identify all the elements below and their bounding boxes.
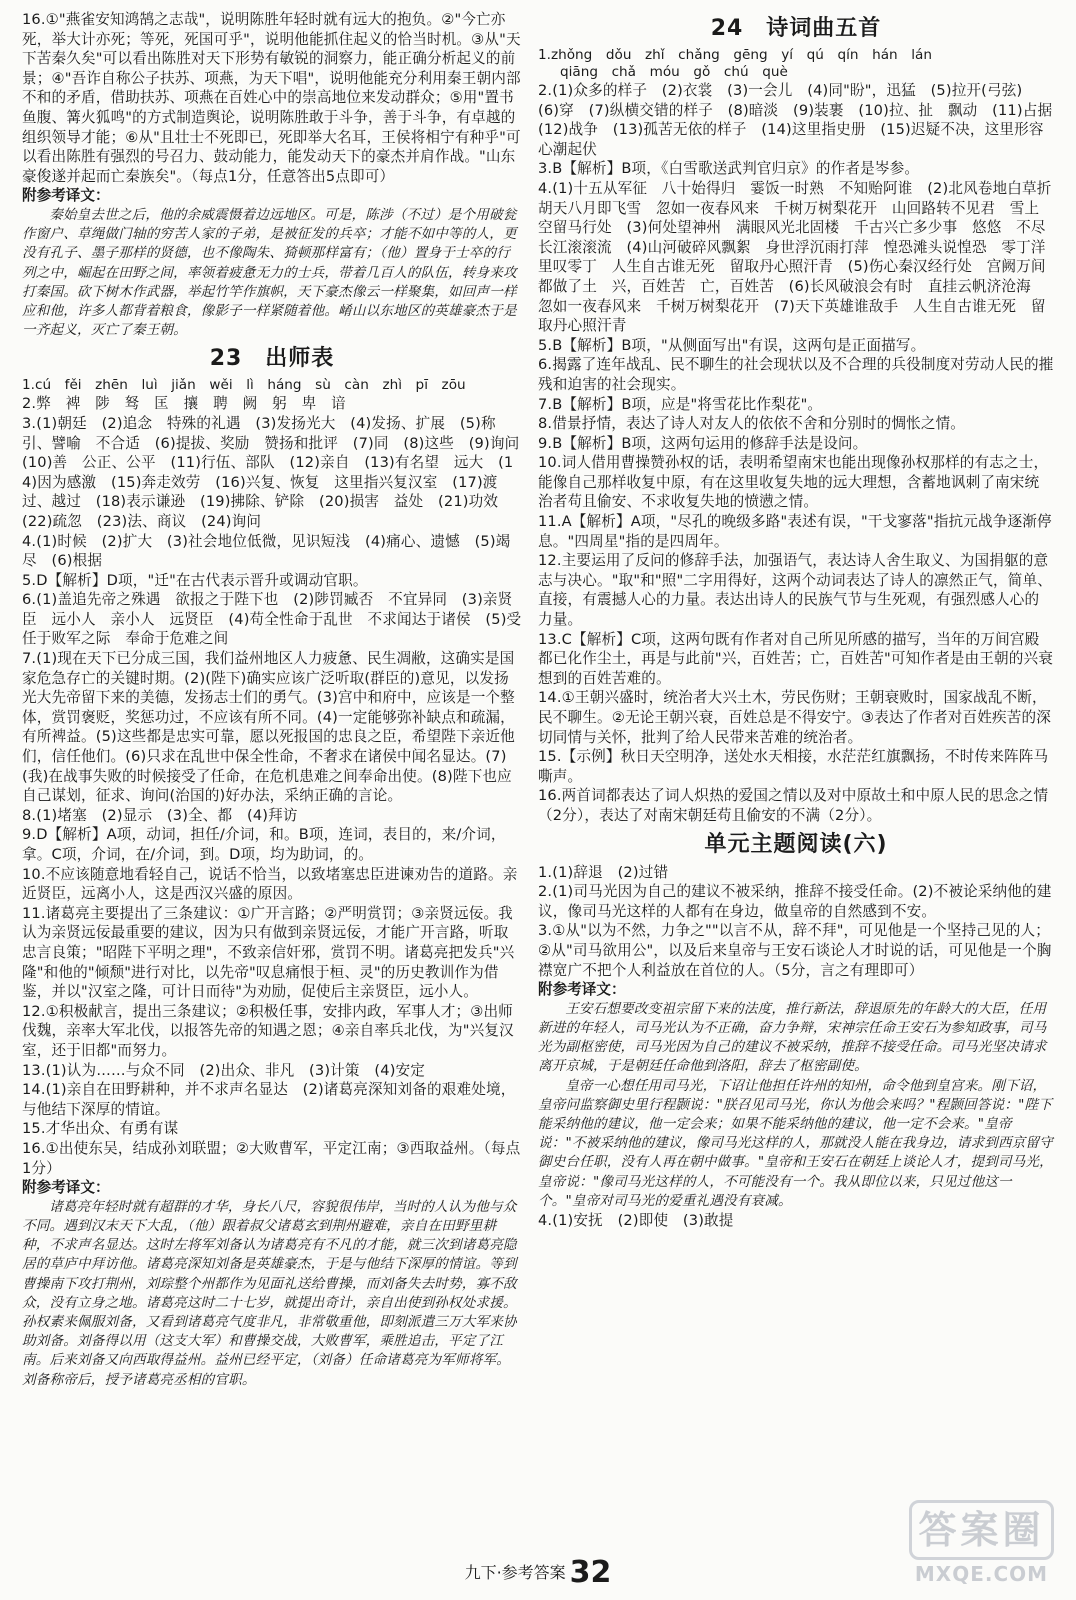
- left-column: [22, 10, 535, 1390]
- answer-15: 15.【示例】秋日天空明净，送处水天相接，水茫茫红旗飘扬，不时传来阵阵马嘶声。: [538, 748, 1049, 785]
- answer-4: 4.(1)安抚 (2)即使 (3)敢提: [538, 1211, 734, 1229]
- answer-8: 8.(1)堵塞 (2)显示 (3)全、都 (4)拜访: [22, 806, 298, 824]
- answer-4: 4.(1)十五从军征 八十始得归 霎饭一时熟 不知贻阿谁 (2)北风卷地白草折 胡天八月即飞雪 忽如一夜春风来 千树万树梨花开 山回路转不见君 雪上空留马行处 (3)何处望神州 满眼风光北固楼 千古兴亡多少事 悠悠 不尽长江滚滚流 (4)山河破碎风飘絮 身世浮沉雨打萍 惶恐滩头说惶恐 零丁洋里叹零丁 人生自古谁无死 留取丹心照汗青 (5)伤心秦汉经行处 宫阙万间都做了土 兴，百姓苦 亡，百姓苦 (6)长风破浪会有时 直挂云帆济沧海 忽如一夜春风来 千树万树梨花开 (7)天下英雄谁敌手 人生自古谁无死 留取丹心照汗青: [538, 179, 1067, 335]
- answer-10: 10.词人借用曹操赞孙权的话，表明希望南宋也能出现像孙权那样的有志之士，能像自己那样收复中原，有在这里收复失地的远大理想，含蓄地讽刺了南宋统治者苟且偷安、不求收复失地的愤懑之情。: [538, 454, 1049, 511]
- translation-text: 诸葛亮年轻时就有超群的才华，身长八尺，容貌很伟岸，当时的人认为他与众不同。遇到汉末天下大乱，（他）跟着叔父诸葛玄到荆州避难，亲自在田野里耕种，不求声名显达。这时左将军刘备认为诸葛亮有不凡的才能，就三次到诸葛亮隐居的草庐中拜访他。诸葛亮深知刘备是英雄豪杰，于是与他结下深厚的情谊。等到曹操南下攻打荆州，刘琮整个州都作为见面礼送给曹操，而刘备失去时势，寡不敌众，没有立身之地。诸葛亮这时二十七岁，就提出奇计，亲自出使到孙权处求援。孙权素来佩服刘备，又看到诸葛亮气度非凡，非常敬重他，即刻派遣三万大军来协助刘备。刘备得以用（这支大军）和曹操交战，大败曹军，乘胜追击，平定了江南。后来刘备又向西取得益州。益州已经平定，（刘备）任命诸葛亮为军师将军。刘备称帝后，授予诸葛亮丞相的官职。: [22, 1198, 517, 1388]
- answer-7: 7.(1)现在天下已分成三国，我们益州地区人力疲惫、民生凋敝，这确实是国家危急存亡的关键时期。(2)(陛下)确实应该广泛听取(群臣的)意见，以发扬光大先帝留下来的美德，发扬志士们的勇气。(3)宫中和府中，应该是一个整体，赏罚褒贬，奖惩功过，不应该有所不同。(4)一定能够弥补缺点和疏漏，有所裨益。(5)这些都是忠实可靠，愿以死报国的忠良之臣，希望陛下亲近他们，信任他们。(6)只求在乱世中保全性命，不奢求在诸侯中闻名显达。(7)(我)在战事失败的时候接受了任命，在危机患难之间奉命出使。(8)陛下也应自己谋划，征求、询问(治国的)好办法，采纳正确的言论。: [22, 650, 515, 805]
- answer-6: 6.揭露了连年战乱、民不聊生的社会现状以及不合理的兵役制度对劳动人民的摧残和迫害的社会现实。: [538, 356, 1054, 393]
- answer-9: 9.D【解析】A项，动词，担任/介词，和。B项，连词，表目的，来/介词，拿。C项，介词，在/介词，到。D项，均为助词，的。: [22, 826, 506, 864]
- answer-8: 8.借景抒情，表达了诗人对友人的依依不舍和分别时的惆怅之情。: [538, 415, 966, 433]
- pinyin-line: qiāng chǎ móu gǒ chú què: [560, 64, 788, 80]
- translation-label: 附参考译文：: [22, 187, 110, 205]
- translation-label: 附参考译文：: [22, 1179, 110, 1197]
- answer-2: 2.弊 裨 陟 驽 匡 攘 聘 阙 躬 卑 谙: [22, 395, 346, 413]
- section-title-24: 24 诗词曲五首: [710, 16, 882, 41]
- translation-text: 皇帝一心想任用司马光，下诏让他担任许州的知州，命令他到皇宫来。刚下诏，皇帝问监察御史里行程颢说："朕召见司马光，你认为他会来吗？"程颢回答说："陛下能采纳他的建议，他一定会来；如果不能采纳他的建议，他一定不会来。"皇帝说："不被采纳他的建议，像司马光这样的人，那就没人能在我身边，请求到西京留守御史台任职，没有人再在朝中做事。"皇帝和王安石在朝廷上谈论人才，提到司马光，皇帝说："像司马光这样的人，不可能没有一个。我从即位以来，只见过他这一个。"皇帝对司马光的爱重礼遇没有衰减。: [538, 1077, 1053, 1209]
- answer-2: 2.(1)司马光因为自己的建议不被采纳，推辞不接受任命。(2)不被论采纳他的建议，像司马光这样的人都有在身边，做皇帝的自然感到不安。: [538, 883, 1052, 920]
- answer-10: 10.不应该随意地看轻自己，说话不恰当，以致堵塞忠臣进谏劝告的道路。亲近贤臣，远离小人，这是西汉兴盛的原因。: [22, 865, 518, 903]
- translation-label: 附参考译文：: [538, 981, 626, 999]
- section-title-23: 23 出师表: [209, 346, 335, 372]
- answer-11: 11.A【解析】A项，"尽孔的晚级多路"表述有误，"干戈寥落"指抗元战争逐渐停息。"四周星"指的是四周年。: [538, 513, 1052, 550]
- answer-12: 12.主要运用了反问的修辞手法，加强语气，表达诗人舍生取义、为国捐躯的意志与决心。"取"和"照"二字用得好，这两个动词表达了诗人的凛然正气，简单、直接，有震撼人心的力量。表达出诗人的民族气节与生死观，有强烈感人心的力量。: [538, 552, 1052, 629]
- translation-text: 王安石想要改变祖宗留下来的法度，推行新法，辞退原先的年龄大的大臣，任用新进的年轻人，司马光认为不正确，奋力争辩，宋神宗任命王安石为参知政事，司马光为副枢密使，司马光因为自己的建议不被采纳，推辞不接受任命。司马光坚决请求离开京城，于是朝廷任命他到洛阳，辞去了枢密副使。: [538, 1000, 1047, 1075]
- answer-3: 3.B【解析】B项，《白雪歌送武判官归京》的作者是岑参。: [538, 160, 920, 178]
- answer-5: 5.D【解析】D项，"迁"在古代表示晋升或调动官职。: [22, 571, 368, 589]
- pinyin-line: 1.cú fěi zhēn luì jiǎn wěi lì háng sù càn zhì pī zōu: [22, 377, 466, 394]
- page-number: 32: [569, 1555, 612, 1590]
- q16-answer: 16.①"燕雀安知鸿鹄之志哉"，说明陈胜年轻时就有远大的抱负。②"今亡亦死，举大计亦死；等死，死国可乎"，说明他能抓住起义的恰当时机。③从"天下苦秦久矣"可以看出陈胜对天下形势有敏锐的洞察力，能正确分析起义的前景；④"吾诈自称公子扶苏、项燕，为天下唱"，说明他能充分利用秦王朝内部不和的矛盾，借助扶苏、项燕在百姓心中的崇高地位来发动群众；⑤用"置书鱼腹、篝火狐鸣"的方式制造舆论，说明陈胜敢于斗争，善于斗争，有卓越的组织领导才能；⑥从"且壮士不死即已，死即举大名耳，王侯将相宁有种乎"可以看出陈胜有强烈的号召力、鼓动能力，能发动天下的豪杰并肩作战。"山东豪俊遂并起而亡秦族矣"。（每点1分，任意答出5点即可）: [22, 11, 521, 185]
- answer-9: 9.B【解析】B项，这两句运用的修辞手法是设问。: [538, 434, 868, 452]
- answer-16: 16.①出使东吴，结成孙刘联盟；②大败曹军，平定江南；③西取益州。（每点1分）: [22, 1139, 521, 1177]
- answer-7: 7.B【解析】B项，应是"将雪花比作梨花"。: [538, 395, 823, 413]
- answer-5: 5.B【解析】B项，"从侧面写出"有误，这两句是正面描写。: [538, 336, 926, 354]
- answer-14: 14.①王朝兴盛时，统治者大兴土木，劳民伤财；王朝衰败时，国家战乱不断，民不聊生。②无论王朝兴衰，百姓总是不得安宁。③表达了作者对百姓疾苦的深切同情与关怀，批判了给人民带来苦难的统治者。: [538, 689, 1052, 746]
- answer-15: 15.才华出众、有勇有谋: [22, 1120, 179, 1138]
- answer-3: 3.(1)朝廷 (2)追念 特殊的礼遇 (3)发扬光大 (4)发扬、扩展 (5)称引、譬喻 不合适 (6)提拔、奖励 赞扬和批评 (7)同 (8)这些 (9)询问 (10)善 公正、公平 (11)行伍、部队 (12)亲自 (13)有名望 远大 (14)因为感激 (15)奔走效劳 (16)兴复、恢复 这里指兴复汉室 (17)渡过、越过 (18)表示谦逊 (19)拂除、铲除 (20)损害 益处 (21)功效 (22)疏忽 (23)法、商议 (24)询问: [22, 414, 535, 530]
- translation-text: 秦始皇去世之后，他的余威震慑着边远地区。可是，陈涉（不过）是个用破瓮作窗户、草绳做门轴的穷苦人家的子弟，是被征发的兵卒；才能不如中等的人，更没有孔子、墨子那样的贤德，也不像陶朱、猗顿那样富有；（他）置身于士卒的行列之中，崛起在田野之间，率领着疲惫无力的士兵，带着几百人的队伍，转身来攻打秦国。砍下树木作武器，举起竹竿作旗帜，天下豪杰像云一样聚集，如回声一样应和他，许多人都背着粮食，像影子一样紧随着他。崤山以东地区的英雄豪杰于是一齐起义，灭亡了秦王朝。: [22, 206, 517, 339]
- watermark-url: MXQE.COM: [914, 1562, 1049, 1586]
- answer-1: 1.(1)辞退 (2)过错: [538, 863, 669, 881]
- pinyin-line: 1.zhǒng dǒu zhǐ chǎng gēng yí qú qín hán lán: [538, 47, 932, 63]
- watermark-logo-text: 答案圈: [909, 1500, 1054, 1560]
- answer-13: 13.(1)认为……与众不同 (2)出众、非凡 (3)计策 (4)安定: [22, 1061, 426, 1079]
- answer-14: 14.(1)亲自在田野耕种，并不求声名显达 (2)诸葛亮深知刘备的艰难处境，与他结下深厚的情谊。: [22, 1081, 516, 1118]
- answer-12: 12.①积极献言，提出三条建议；②积极任事，安排内政，军事人才；③出师伐魏，亲率大军北伐，以报答先帝的知遇之恩；④亲自率兵北伐，为"兴复汉室，还于旧都"而努力。: [22, 1002, 514, 1059]
- right-column: [538, 10, 1067, 1231]
- answer-2: 2.(1)众多的样子 (2)衣裳 (3)一会儿 (4)同"盼"，迅猛 (5)拉开(弓弦) (6)穿 (7)纵横交错的样子 (8)暗淡 (9)装裹 (10)拉、扯 飘动 (11)占据 (12)战争 (13)孤苦无依的样子 (14)这里指史册 (15)迟疑不决，这里形容心潮起伏: [538, 82, 1067, 158]
- answer-4: 4.(1)时候 (2)扩大 (3)社会地位低微，见识短浅 (4)痛心、遗憾 (5)竭尽 (6)根据: [22, 532, 511, 570]
- answer-11: 11.诸葛亮主要提出了三条建议：①广开言路；②严明赏罚；③亲贤远佞。我认为亲贤远佞最重要的建议，因为只有做到亲贤远佞，才能广开言路，听取忠言良策；"昭陛下平明之理"，不致亲信奸邪，赏罚不明。诸葛亮把发兵"兴隆"和他的"倾颓"进行对比，以先帝"叹息痛恨于桓、灵"的历史教训作为借鉴，并以"汉室之隆，可计日而待"为劝励，促使后主亲贤臣，远小人。: [22, 904, 515, 1001]
- answer-3: 3.①从"以为不然，力争之""以言不从，辞不拜"，可见他是一个坚持己见的人；②从"司马欲用公"，以及后来皇帝与王安石谈论人才时说的话，可见他是一个胸襟宽广不把个人利益放在首位的人。（5分，言之有理即可）: [538, 922, 1052, 979]
- section-title-unit6: 单元主题阅读(六): [704, 831, 888, 857]
- answer-13: 13.C【解析】C项，这两句既有作者对自己所见所感的描写，当年的万间宫殿都已化作尘土，再是与此前"兴，百姓苦；亡，百姓苦"可知作者是由王朝的兴衰想到的百姓苦难的。: [538, 630, 1054, 687]
- footer-label: 九下·参考答案: [464, 1563, 566, 1582]
- answer-16: 16.两首词都表达了词人炽热的爱国之情以及对中原故土和中原人民的思念之情（2分），表达了对南宋朝廷苟且偷安的不满（2分）。: [538, 787, 1049, 824]
- watermark-logo: [909, 1500, 1054, 1590]
- answer-6: 6.(1)盖追先帝之殊遇 欲报之于陛下也 (2)陟罚臧否 不宜异同 (3)亲贤臣 远小人 亲小人 远贤臣 (4)苟全性命于乱世 不求闻达于诸侯 (5)受任于败军之际 奉命于危难之间: [22, 591, 522, 648]
